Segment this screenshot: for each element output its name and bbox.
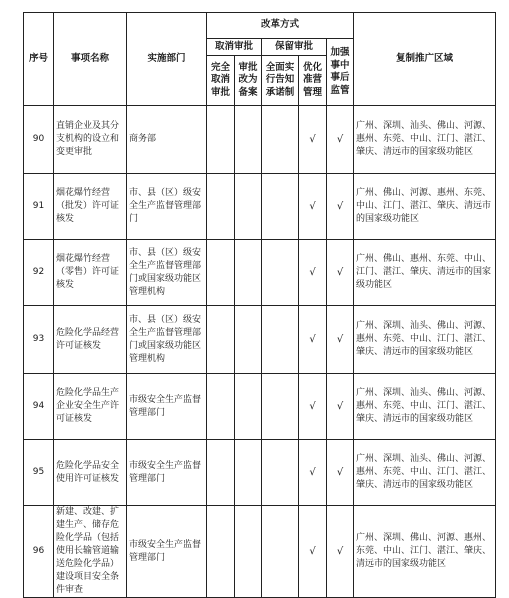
row-optimize-check: √ — [299, 374, 327, 440]
table-row — [24, 440, 496, 506]
row-seq: 93 — [24, 306, 54, 374]
row-strengthen-check: √ — [327, 374, 354, 440]
row-commitment — [262, 506, 299, 598]
row-department: 市、县（区）级安全生产监督管理部门或国家级功能区管理机构 — [127, 240, 207, 306]
row-to-record — [235, 306, 262, 374]
row-region: 广州、深圳、汕头、佛山、河源、惠州、东莞、中山、江门、湛江、肇庆、清远市的国家级功能区 — [354, 374, 496, 440]
row-region: 广州、深圳、汕头、佛山、河源、惠州、东莞、中山、江门、湛江、肇庆、清远市的国家级功能区 — [354, 306, 496, 374]
table-row — [24, 106, 496, 174]
table-row — [24, 506, 496, 598]
row-region: 广州、佛山、河源、惠州、东莞、中山、江门、湛江、肇庆、清远市的国家级功能区 — [354, 174, 496, 240]
row-region: 广州、深圳、汕头、佛山、河源、惠州、东莞、中山、江门、湛江、肇庆、清远市的国家级功能区 — [354, 440, 496, 506]
row-optimize-check: √ — [299, 174, 327, 240]
row-strengthen-check: √ — [327, 440, 354, 506]
row-region: 广州、深圳、汕头、佛山、河源、惠州、东莞、中山、江门、湛江、肇庆、清远市的国家级功能区 — [354, 106, 496, 174]
row-region: 广州、深圳、佛山、河源、惠州、东莞、中山、江门、湛江、肇庆、清远市的国家级功能区 — [354, 506, 496, 598]
header-strengthen-supervision: 加强事中事后监管 — [327, 39, 354, 106]
row-commitment — [262, 106, 299, 174]
row-seq: 94 — [24, 374, 54, 440]
row-seq: 90 — [24, 106, 54, 174]
row-cancel-full — [207, 506, 235, 598]
row-to-record — [235, 440, 262, 506]
row-item-name: 直销企业及其分支机构的设立和变更审批 — [54, 106, 127, 174]
header-seq: 序号 — [24, 13, 54, 106]
row-item-name: 新建、改建、扩建生产、储存危险化学品（包括使用长输管道输送危险化学品）建设项目安全条件审查 — [54, 506, 127, 598]
row-strengthen-check: √ — [327, 106, 354, 174]
row-cancel-full — [207, 374, 235, 440]
row-optimize-check: √ — [299, 440, 327, 506]
row-item-name: 烟花爆竹经营（零售）许可证核发 — [54, 240, 127, 306]
row-item-name: 危险化学品生产企业安全生产许可证核发 — [54, 374, 127, 440]
row-item-name: 危险化学品安全使用许可证核发 — [54, 440, 127, 506]
row-item-name: 烟花爆竹经营（批发）许可证核发 — [54, 174, 127, 240]
row-department: 市、县（区）级安全生产监督管理部门或国家级功能区管理机构 — [127, 306, 207, 374]
row-department: 市级安全生产监督管理部门 — [127, 506, 207, 598]
row-to-record — [235, 106, 262, 174]
table-row — [24, 306, 496, 374]
row-commitment — [262, 374, 299, 440]
row-strengthen-check: √ — [327, 174, 354, 240]
row-item-name: 危险化学品经营许可证核发 — [54, 306, 127, 374]
table-row — [24, 240, 496, 306]
row-optimize-check: √ — [299, 106, 327, 174]
row-department: 商务部 — [127, 106, 207, 174]
row-to-record — [235, 374, 262, 440]
table-row — [24, 374, 496, 440]
row-commitment — [262, 306, 299, 374]
header-region: 复制推广区域 — [354, 13, 496, 106]
row-department: 市、县（区）级安全生产监督管理部门 — [127, 174, 207, 240]
row-seq: 92 — [24, 240, 54, 306]
row-strengthen-check: √ — [327, 240, 354, 306]
header-cancel-approval: 取消审批 — [207, 39, 262, 56]
row-to-record — [235, 174, 262, 240]
row-to-record — [235, 240, 262, 306]
row-cancel-full — [207, 240, 235, 306]
row-cancel-full — [207, 174, 235, 240]
row-optimize-check: √ — [299, 306, 327, 374]
header-commitment: 全面实行告知承诺制 — [262, 56, 299, 106]
header-department: 实施部门 — [127, 13, 207, 106]
row-optimize-check: √ — [299, 506, 327, 598]
table-row — [24, 174, 496, 240]
row-cancel-full — [207, 106, 235, 174]
row-optimize-check: √ — [299, 240, 327, 306]
row-seq: 96 — [24, 506, 54, 598]
row-strengthen-check: √ — [327, 506, 354, 598]
reform-table — [23, 12, 496, 598]
row-department: 市级安全生产监督管理部门 — [127, 374, 207, 440]
row-commitment — [262, 440, 299, 506]
row-seq: 91 — [24, 174, 54, 240]
row-strengthen-check: √ — [327, 306, 354, 374]
header-cancel-full: 完全取消审批 — [207, 56, 235, 106]
row-to-record — [235, 506, 262, 598]
row-cancel-full — [207, 306, 235, 374]
header-reform-method: 改革方式 — [207, 13, 354, 39]
row-seq: 95 — [24, 440, 54, 506]
row-commitment — [262, 174, 299, 240]
header-keep-approval: 保留审批 — [262, 39, 327, 56]
header-to-record: 审批改为备案 — [235, 56, 262, 106]
row-region: 广州、佛山、惠州、东莞、中山、江门、湛江、肇庆、清远市的国家级功能区 — [354, 240, 496, 306]
row-commitment — [262, 240, 299, 306]
header-optimize: 优化准营管理 — [299, 56, 327, 106]
row-cancel-full — [207, 440, 235, 506]
row-department: 市级安全生产监督管理部门 — [127, 440, 207, 506]
header-item-name: 事项名称 — [54, 13, 127, 106]
